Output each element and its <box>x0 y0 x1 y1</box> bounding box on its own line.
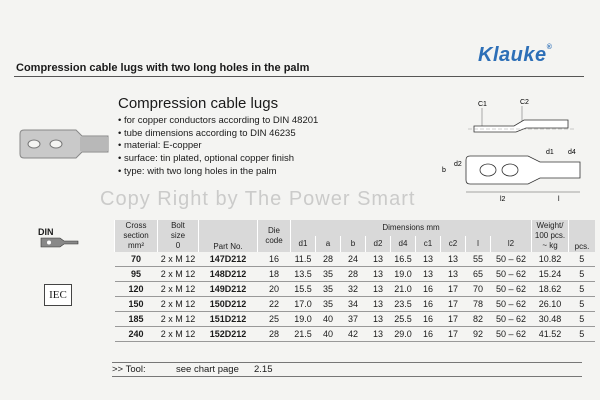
cell-dim-l: 82 <box>466 312 491 327</box>
cell-dim-l2: 50 – 62 <box>491 312 532 327</box>
cell-dim-l2: 50 – 62 <box>491 267 532 282</box>
col-header-bolt: Bolt size 0 <box>158 220 199 252</box>
header-divider <box>14 76 584 77</box>
cell-die-code: 25 <box>258 312 291 327</box>
cell-dim-d4: 16.5 <box>391 252 416 267</box>
cell-pcs: 5 <box>569 327 596 342</box>
feature-item: • tube dimensions according to DIN 46235 <box>118 128 318 141</box>
diagram-label: d1 <box>546 149 554 156</box>
dim-header: d4 <box>391 236 416 252</box>
cell-dim-c1: 13 <box>416 267 441 282</box>
cell-dim-b: 28 <box>341 267 366 282</box>
dim-header: d1 <box>291 236 316 252</box>
cell-dim-a: 28 <box>316 252 341 267</box>
cell-part-number: 148D212 <box>199 267 258 282</box>
brand-name: Klauke <box>478 44 547 66</box>
cell-weight: 41.52 <box>532 327 569 342</box>
cell-dim-d4: 29.0 <box>391 327 416 342</box>
header-title: Compression cable lugs with two long holes in the palm <box>16 62 310 74</box>
cell-dim-b: 34 <box>341 297 366 312</box>
cell-dim-d4: 21.0 <box>391 282 416 297</box>
din-label: DIN <box>38 227 54 237</box>
cell-weight: 30.48 <box>532 312 569 327</box>
table-row <box>115 297 596 312</box>
cell-bolt-size: 2 x M 12 <box>158 252 199 267</box>
cell-cross-section: 150 <box>115 297 158 312</box>
dim-header: l <box>466 236 491 252</box>
spec-table <box>114 220 595 342</box>
product-features <box>118 115 318 179</box>
cell-dim-c2: 17 <box>441 327 466 342</box>
lug-top-diagram <box>440 148 590 204</box>
tool-label: >> Tool: <box>112 364 146 375</box>
cell-dim-b: 42 <box>341 327 366 342</box>
table-row <box>115 282 596 297</box>
diagram-label: d2 <box>454 161 462 168</box>
table-row <box>115 267 596 282</box>
col-header-die: Die code <box>258 220 291 252</box>
cell-dim-c1: 16 <box>416 297 441 312</box>
cell-dim-c1: 16 <box>416 312 441 327</box>
cell-pcs: 5 <box>569 282 596 297</box>
dim-header: c1 <box>416 236 441 252</box>
cell-cross-section: 70 <box>115 252 158 267</box>
cell-pcs: 5 <box>569 312 596 327</box>
col-header-pcs: pcs. <box>569 220 596 252</box>
cell-dim-d2: 13 <box>366 267 391 282</box>
cell-dim-c1: 16 <box>416 282 441 297</box>
tool-divider-bottom <box>112 376 582 377</box>
cell-dim-l: 78 <box>466 297 491 312</box>
table-row <box>115 252 596 267</box>
cell-die-code: 22 <box>258 297 291 312</box>
dim-header: l2 <box>491 236 532 252</box>
cell-dim-a: 35 <box>316 267 341 282</box>
cell-dim-d1: 19.0 <box>291 312 316 327</box>
cell-weight: 26.10 <box>532 297 569 312</box>
col-header-cross: Cross section mm² <box>115 220 158 252</box>
cell-dim-l: 65 <box>466 267 491 282</box>
diagram-label: l <box>558 196 560 203</box>
product-title: Compression cable lugs <box>118 95 279 112</box>
iec-badge: IEC <box>44 284 72 306</box>
col-header-part: Part No. <box>199 220 258 252</box>
cell-dim-l: 55 <box>466 252 491 267</box>
cell-die-code: 16 <box>258 252 291 267</box>
cell-dim-a: 40 <box>316 312 341 327</box>
cell-dim-a: 35 <box>316 297 341 312</box>
cell-dim-l: 70 <box>466 282 491 297</box>
feature-item: • type: with two long holes in the palm <box>118 166 318 179</box>
cell-dim-c2: 17 <box>441 282 466 297</box>
diagram-label: d4 <box>568 149 576 156</box>
cell-dim-c2: 13 <box>441 267 466 282</box>
cell-pcs: 5 <box>569 252 596 267</box>
col-header-dimensions: Dimensions mm <box>291 220 532 236</box>
cell-dim-d2: 13 <box>366 297 391 312</box>
cell-bolt-size: 2 x M 12 <box>158 297 199 312</box>
tool-page-link[interactable]: 2.15 <box>254 364 273 375</box>
cell-dim-b: 32 <box>341 282 366 297</box>
diagram-label: b <box>442 167 446 174</box>
din-lug-icon <box>40 235 80 249</box>
cell-dim-d4: 25.5 <box>391 312 416 327</box>
cell-dim-d4: 23.5 <box>391 297 416 312</box>
cell-dim-l: 92 <box>466 327 491 342</box>
cell-dim-b: 24 <box>341 252 366 267</box>
cell-dim-b: 37 <box>341 312 366 327</box>
watermark: Copy Right by The Power Smart <box>100 188 416 210</box>
table-row <box>115 312 596 327</box>
diagram-label: C1 <box>478 101 487 108</box>
cell-cross-section: 240 <box>115 327 158 342</box>
cell-bolt-size: 2 x M 12 <box>158 282 199 297</box>
cell-weight: 18.62 <box>532 282 569 297</box>
cell-dim-d2: 13 <box>366 312 391 327</box>
cell-dim-a: 35 <box>316 282 341 297</box>
dim-header: b <box>341 236 366 252</box>
cell-cross-section: 185 <box>115 312 158 327</box>
cell-dim-l2: 50 – 62 <box>491 282 532 297</box>
cell-dim-d1: 17.0 <box>291 297 316 312</box>
product-thumbnail <box>18 128 110 160</box>
cell-dim-d4: 19.0 <box>391 267 416 282</box>
cell-part-number: 152D212 <box>199 327 258 342</box>
cell-dim-d2: 13 <box>366 327 391 342</box>
cell-dim-l2: 50 – 62 <box>491 252 532 267</box>
cell-part-number: 150D212 <box>199 297 258 312</box>
cell-cross-section: 95 <box>115 267 158 282</box>
cell-bolt-size: 2 x M 12 <box>158 267 199 282</box>
cell-bolt-size: 2 x M 12 <box>158 327 199 342</box>
lug-side-diagram <box>468 96 578 142</box>
cell-dim-l2: 50 – 62 <box>491 297 532 312</box>
cell-dim-d1: 15.5 <box>291 282 316 297</box>
tool-divider-top <box>112 362 582 363</box>
cell-dim-c2: 13 <box>441 252 466 267</box>
cell-die-code: 18 <box>258 267 291 282</box>
cell-die-code: 20 <box>258 282 291 297</box>
tool-reference-text: see chart page <box>176 364 239 375</box>
feature-item: • material: E-copper <box>118 140 318 153</box>
brand-logo: Klauke® <box>478 44 553 66</box>
cell-dim-d2: 13 <box>366 282 391 297</box>
cell-dim-d1: 13.5 <box>291 267 316 282</box>
cell-cross-section: 120 <box>115 282 158 297</box>
diagram-label: l2 <box>500 196 506 203</box>
cell-dim-a: 40 <box>316 327 341 342</box>
cell-dim-d2: 13 <box>366 252 391 267</box>
cell-pcs: 5 <box>569 297 596 312</box>
cell-bolt-size: 2 x M 12 <box>158 312 199 327</box>
cell-dim-l2: 50 – 62 <box>491 327 532 342</box>
cell-dim-d1: 11.5 <box>291 252 316 267</box>
cell-weight: 15.24 <box>532 267 569 282</box>
table-row <box>115 327 596 342</box>
feature-item: • for copper conductors according to DIN 48201 <box>118 115 318 128</box>
cell-dim-c1: 13 <box>416 252 441 267</box>
feature-item: • surface: tin plated, optional copper finish <box>118 153 318 166</box>
diagram-label: C2 <box>520 99 529 106</box>
cell-dim-c2: 17 <box>441 312 466 327</box>
cell-part-number: 149D212 <box>199 282 258 297</box>
cell-dim-d1: 21.5 <box>291 327 316 342</box>
cell-dim-c1: 16 <box>416 327 441 342</box>
cell-part-number: 147D212 <box>199 252 258 267</box>
cell-part-number: 151D212 <box>199 312 258 327</box>
dim-header: d2 <box>366 236 391 252</box>
cell-die-code: 28 <box>258 327 291 342</box>
cell-pcs: 5 <box>569 267 596 282</box>
dim-header: c2 <box>441 236 466 252</box>
dim-header: a <box>316 236 341 252</box>
cell-dim-c2: 17 <box>441 297 466 312</box>
col-header-weight: Weight/ 100 pcs. ~ kg <box>532 220 569 252</box>
cell-weight: 10.82 <box>532 252 569 267</box>
